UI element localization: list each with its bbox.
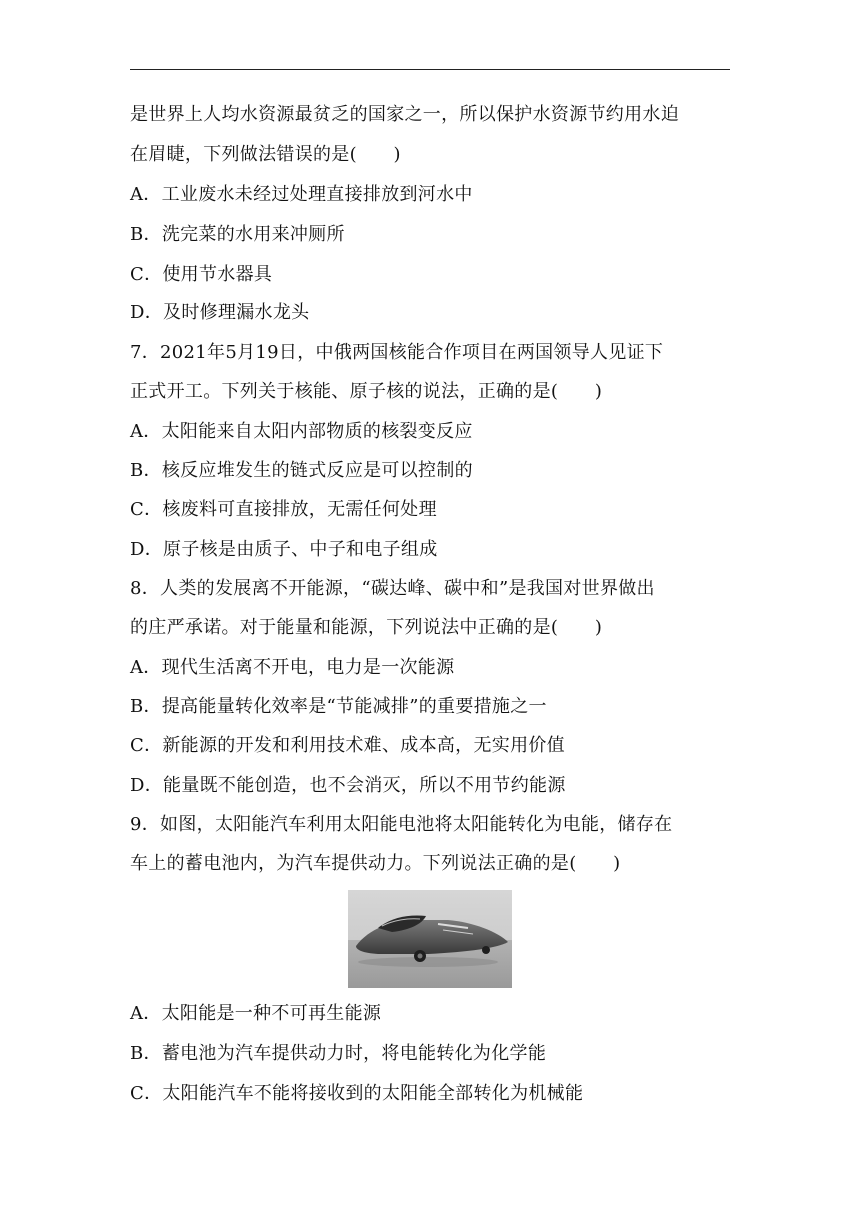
q6-stem-line2: 在眉睫，下列做法错误的是( )	[130, 144, 401, 165]
q9-option-a: A．太阳能是一种不可再生能源	[130, 1003, 382, 1024]
q9-option-c: C．太阳能汽车不能将接收到的太阳能全部转化为机械能	[130, 1083, 584, 1104]
q7-option-b: B．核反应堆发生的链式反应是可以控制的	[130, 460, 473, 481]
q7-option-a: A．太阳能来自太阳内部物质的核裂变反应	[130, 421, 473, 442]
solar-car-photo	[348, 890, 512, 988]
q7-option-c: C．核废料可直接排放，无需任何处理	[130, 499, 437, 520]
q9-stem-line1: 9．如图，太阳能汽车利用太阳能电池将太阳能转化为电能，储存在	[130, 814, 673, 835]
q8-stem-line1: 8．人类的发展离不开能源，“碳达峰、碳中和”是我国对世界做出	[130, 578, 655, 599]
q8-stem-line2: 的庄严承诺。对于能量和能源，下列说法中正确的是( )	[130, 617, 603, 638]
q6-option-a: A．工业废水未经过处理直接排放到河水中	[130, 184, 473, 205]
q9-stem-line2: 车上的蓄电池内，为汽车提供动力。下列说法正确的是( )	[130, 853, 621, 874]
q6-option-d: D．及时修理漏水龙头	[130, 302, 310, 323]
q6-option-c: C．使用节水器具	[130, 264, 273, 285]
q8-option-a: A．现代生活离不开电，电力是一次能源	[130, 657, 455, 678]
header-rule	[130, 69, 730, 70]
q6-option-b: B．洗完菜的水用来冲厕所	[130, 224, 345, 245]
q7-stem-line1: 7．2021年5月19日，中俄两国核能合作项目在两国领导人见证下	[130, 342, 664, 363]
q8-option-b: B．提高能量转化效率是“节能减排”的重要措施之一	[130, 696, 547, 717]
q8-option-d: D．能量既不能创造，也不会消灭，所以不用节约能源	[130, 775, 566, 796]
q6-stem-line1: 是世界上人均水资源最贫乏的国家之一，所以保护水资源节约用水迫	[130, 104, 679, 125]
q8-option-c: C．新能源的开发和利用技术难、成本高，无实用价值	[130, 735, 565, 756]
q7-stem-line2: 正式开工。下列关于核能、原子核的说法，正确的是( )	[130, 381, 603, 402]
q9-option-b: B．蓄电池为汽车提供动力时，将电能转化为化学能	[130, 1043, 547, 1064]
q7-option-d: D．原子核是由质子、中子和电子组成	[130, 539, 438, 560]
